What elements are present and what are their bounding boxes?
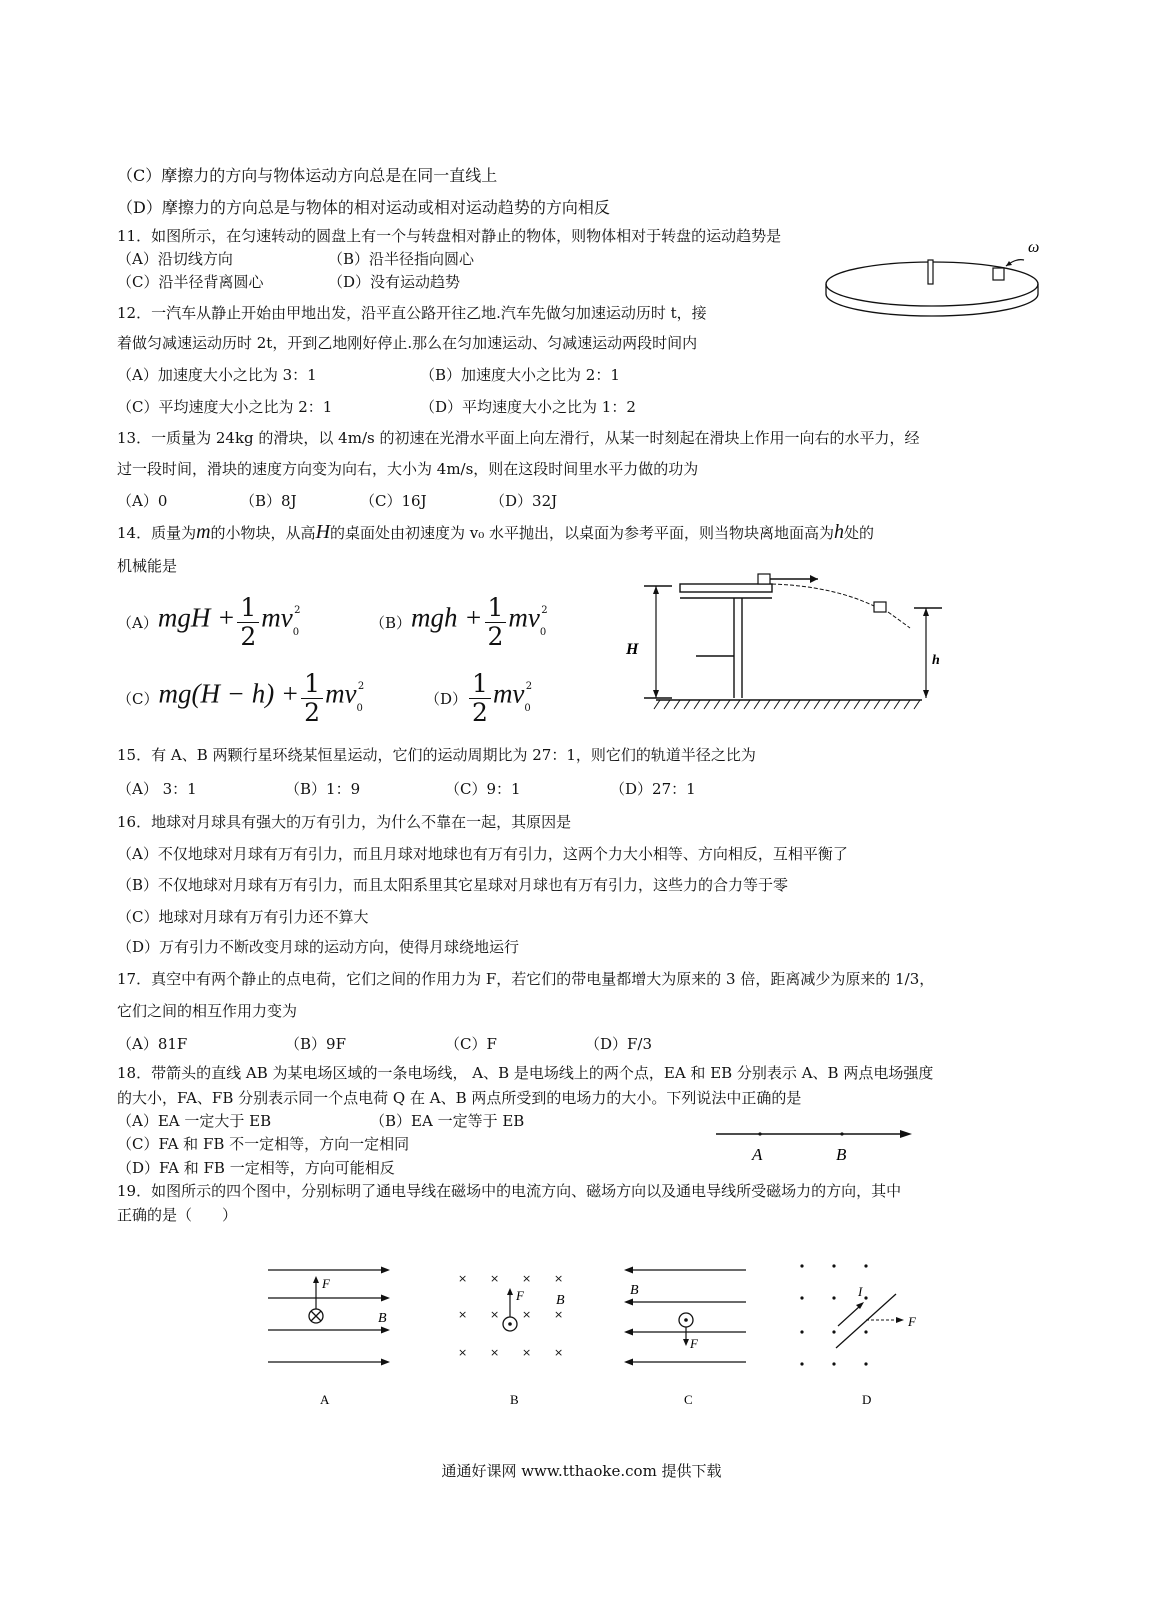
- svg-text:×: ×: [458, 1308, 468, 1321]
- q14-option-d: （D） $\frac{1}{2}$ $mv_0^2$: [425, 669, 533, 727]
- q13-stem-line1: 13．一质量为 24kg 的滑块，以 4m/s 的初速在光滑水平面上向左滑行，从某一时刻起在滑块上作用一向右的水平力，经: [117, 429, 920, 447]
- q14-stem-line1: 14．质量为m的小物块，从高H的桌面处由初速度为 v₀ 水平抛出，以桌面为参考平面，则当物块离地面高为h处的: [117, 521, 875, 543]
- q11-option-c: （C）沿半径背离圆心: [117, 273, 264, 291]
- q17-stem-line2: 它们之间的相互作用力变为: [117, 1002, 298, 1020]
- q12-stem-line2: 着做匀减速运动历时 2t，开到乙地刚好停止.那么在匀加速运动、匀减速运动两段时间内: [117, 334, 698, 352]
- q16-option-a: （A）不仅地球对月球有万有引力，而且月球对地球也有万有引力，这两个力大小相等、方向相反，互相平衡了: [117, 845, 848, 863]
- svg-text:B: B: [630, 1283, 639, 1298]
- q18-option-b: （B）EA 一定等于 EB: [370, 1112, 525, 1130]
- svg-text:×: ×: [490, 1308, 500, 1321]
- q14-option-b: （B）mgh + $\frac{1}{2}$ $mv_0^2$: [370, 593, 548, 651]
- point-b-label: B: [836, 1145, 847, 1164]
- svg-text:F: F: [516, 1288, 524, 1303]
- svg-text:A: A: [320, 1392, 330, 1407]
- svg-text:×: ×: [458, 1346, 468, 1359]
- q15-option-c: （C）9：1: [445, 780, 521, 798]
- q17-option-a: （A）81F: [117, 1035, 188, 1053]
- svg-text:×: ×: [522, 1272, 532, 1285]
- svg-text:B: B: [378, 1311, 387, 1326]
- electric-field-line-figure: [712, 1122, 917, 1168]
- q12-stem-line1: 12．一汽车从静止开始由甲地出发，沿平直公路开往乙地.汽车先做匀加速运动历时 t，接: [117, 304, 707, 322]
- q11-stem: 11．如图所示，在匀速转动的圆盘上有一个与转盘相对静止的物体，则物体相对于转盘的运动趋势是: [117, 227, 782, 245]
- svg-text:F: F: [908, 1314, 916, 1329]
- svg-text:D: D: [862, 1392, 872, 1407]
- q13-option-c: （C）16J: [360, 492, 427, 510]
- svg-text:B: B: [556, 1293, 565, 1308]
- svg-text:×: ×: [554, 1308, 564, 1321]
- q16-option-d: （D）万有引力不断改变月球的运动方向，使得月球绕地运行: [117, 938, 520, 956]
- q14-option-a: （A）mgH + $\frac{1}{2}$ $mv_0^2$: [117, 593, 301, 651]
- magnetic-force-figure-c: [618, 1258, 753, 1408]
- q11-option-a: （A）沿切线方向: [117, 250, 233, 268]
- height-H-label: H: [626, 641, 639, 658]
- q18-option-c: （C）FA 和 FB 不一定相等，方向一定相同: [117, 1135, 410, 1153]
- svg-text:I: I: [858, 1284, 863, 1299]
- q12-option-c: （C）平均速度大小之比为 2：1: [117, 398, 333, 416]
- svg-text:×: ×: [522, 1346, 532, 1359]
- height-h-label: h: [932, 653, 940, 668]
- omega-label: ω: [1028, 239, 1040, 256]
- svg-text:×: ×: [522, 1308, 532, 1321]
- projectile-table-figure: [612, 572, 942, 717]
- q17-option-b: （B）9F: [285, 1035, 346, 1053]
- q14-stem-line2: 机械能是: [117, 557, 178, 575]
- q15-option-d: （D）27：1: [610, 780, 696, 798]
- q18-option-a: （A）EA 一定大于 EB: [117, 1112, 272, 1130]
- q16-option-b: （B）不仅地球对月球有万有引力，而且太阳系里其它星球对月球也有万有引力，这些力的合力等于零: [117, 876, 789, 894]
- q18-option-d: （D）FA 和 FB 一定相等，方向可能相反: [117, 1159, 395, 1177]
- q15-option-a: （A） 3：1: [117, 780, 197, 798]
- point-a-label: A: [752, 1145, 763, 1164]
- svg-text:F: F: [690, 1336, 698, 1351]
- svg-text:×: ×: [490, 1272, 500, 1285]
- svg-text:F: F: [322, 1276, 330, 1291]
- q17-option-c: （C）F: [445, 1035, 497, 1053]
- magnetic-force-figure-a: [262, 1258, 397, 1408]
- q16-stem: 16．地球对月球具有强大的万有引力，为什么不靠在一起，其原因是: [117, 813, 572, 831]
- svg-text:×: ×: [554, 1346, 564, 1359]
- q14-option-c: （C）mg(H − h) + $\frac{1}{2}$ $mv_0^2$: [117, 669, 365, 727]
- q18-stem-line1: 18．带箭头的直线 AB 为某电场区域的一条电场线， A、B 是电场线上的两个点，EA 和 EB 分别表示 A、B 两点电场强度: [117, 1064, 934, 1082]
- q10-option-c: （C）摩擦力的方向与物体运动方向总是在同一直线上: [117, 166, 498, 185]
- q11-option-d: （D）没有运动趋势: [328, 273, 461, 291]
- q16-option-c: （C）地球对月球有万有引力还不算大: [117, 908, 369, 926]
- q17-option-d: （D）F/3: [585, 1035, 653, 1053]
- q13-stem-line2: 过一段时间，滑块的速度方向变为向右，大小为 4m/s，则在这段时间里水平力做的功为: [117, 460, 699, 478]
- svg-text:×: ×: [554, 1272, 564, 1285]
- svg-text:×: ×: [490, 1346, 500, 1359]
- q19-stem-line2: 正确的是（ ）: [117, 1206, 238, 1224]
- svg-text:C: C: [684, 1392, 693, 1407]
- svg-text:B: B: [510, 1392, 519, 1407]
- q15-option-b: （B）1：9: [285, 780, 361, 798]
- q19-stem-line1: 19．如图所示的四个图中，分别标明了通电导线在磁场中的电流方向、磁场方向以及通电导线所受磁场力的方向，其中: [117, 1182, 902, 1200]
- magnetic-force-figure-d: [790, 1258, 925, 1408]
- q17-stem-line1: 17．真空中有两个静止的点电荷，它们之间的作用力为 F，若它们的带电量都增大为原来的 3 倍，距离减少为原来的 1/3，: [117, 970, 935, 988]
- q10-option-d: （D）摩擦力的方向总是与物体的相对运动或相对运动趋势的方向相反: [117, 198, 610, 217]
- magnetic-force-figure-b: [448, 1258, 583, 1408]
- q12-option-b: （B）加速度大小之比为 2：1: [420, 366, 620, 384]
- q12-option-d: （D）平均速度大小之比为 1：2: [420, 398, 636, 416]
- svg-text:×: ×: [458, 1272, 468, 1285]
- footer-source: 通通好课网 www.tthaoke.com 提供下载: [441, 1462, 722, 1480]
- rotating-disk-figure: [820, 232, 1055, 317]
- q13-option-b: （B）8J: [240, 492, 297, 510]
- q18-stem-line2: 的大小，FA、FB 分别表示同一个点电荷 Q 在 A、B 两点所受到的电场力的大小。下列说法中正确的是: [117, 1089, 802, 1107]
- q11-option-b: （B）沿半径指向圆心: [328, 250, 475, 268]
- q13-option-a: （A）0: [117, 492, 168, 510]
- q13-option-d: （D）32J: [490, 492, 558, 510]
- q15-stem: 15．有 A、B 两颗行星环绕某恒星运动，它们的运动周期比为 27：1，则它们的轨道半径之比为: [117, 746, 756, 764]
- q12-option-a: （A）加速度大小之比为 3：1: [117, 366, 317, 384]
